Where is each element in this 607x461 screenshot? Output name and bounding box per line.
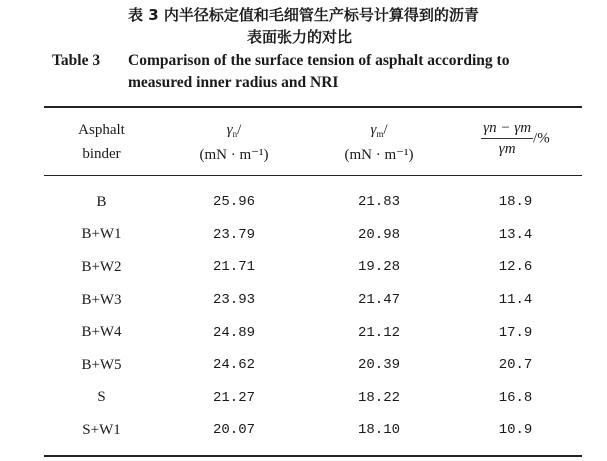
header-gamma-m: $\gamma_m/$ (mN · m⁻¹) [344, 122, 414, 163]
table-body [44, 186, 582, 447]
table-label: Table 3 [52, 52, 101, 69]
english-caption [52, 50, 592, 94]
table-row: B+W2 21.71 19.28 12.6 [81, 258, 533, 276]
table-bottom-rule [44, 455, 582, 457]
difference-fraction: $\frac{\gamma n - \gamma m}{\gamma m}$ [483, 120, 532, 157]
table-row: B+W3 23.93 21.47 11.4 [81, 291, 533, 309]
chinese-caption [0, 4, 607, 48]
chinese-caption-line2: 表面张力的对比 [246, 28, 352, 46]
table-top-rule [44, 106, 582, 108]
table-row: S+W1 20.07 18.10 10.9 [82, 421, 533, 439]
table-row: S 21.27 18.22 16.8 [97, 389, 533, 406]
table-row: B 25.96 21.83 18.9 [96, 193, 533, 211]
table-header-rule [44, 175, 582, 176]
header-asphalt-binder: Asphalt binder [78, 122, 125, 162]
table-row: B+W4 24.89 21.12 17.9 [81, 324, 533, 341]
english-caption-line1: Comparison of the surface tension of asphalt according to [128, 52, 510, 69]
english-caption-line2: measured inner radius and NRI [128, 74, 339, 91]
table-row: B+W1 23.79 20.98 13.4 [81, 226, 533, 243]
chinese-caption-line1: 表 3 内半径标定值和毛细管生产标号计算得到的沥青 [128, 6, 479, 24]
header-relative-difference: $\frac{\gamma n - \gamma m}{\gamma m}$ /% [483, 120, 550, 157]
table-row: B+W5 24.62 20.39 20.7 [81, 356, 533, 374]
header-gamma-n: $\gamma_n/$ (mN · m⁻¹) [199, 122, 269, 163]
